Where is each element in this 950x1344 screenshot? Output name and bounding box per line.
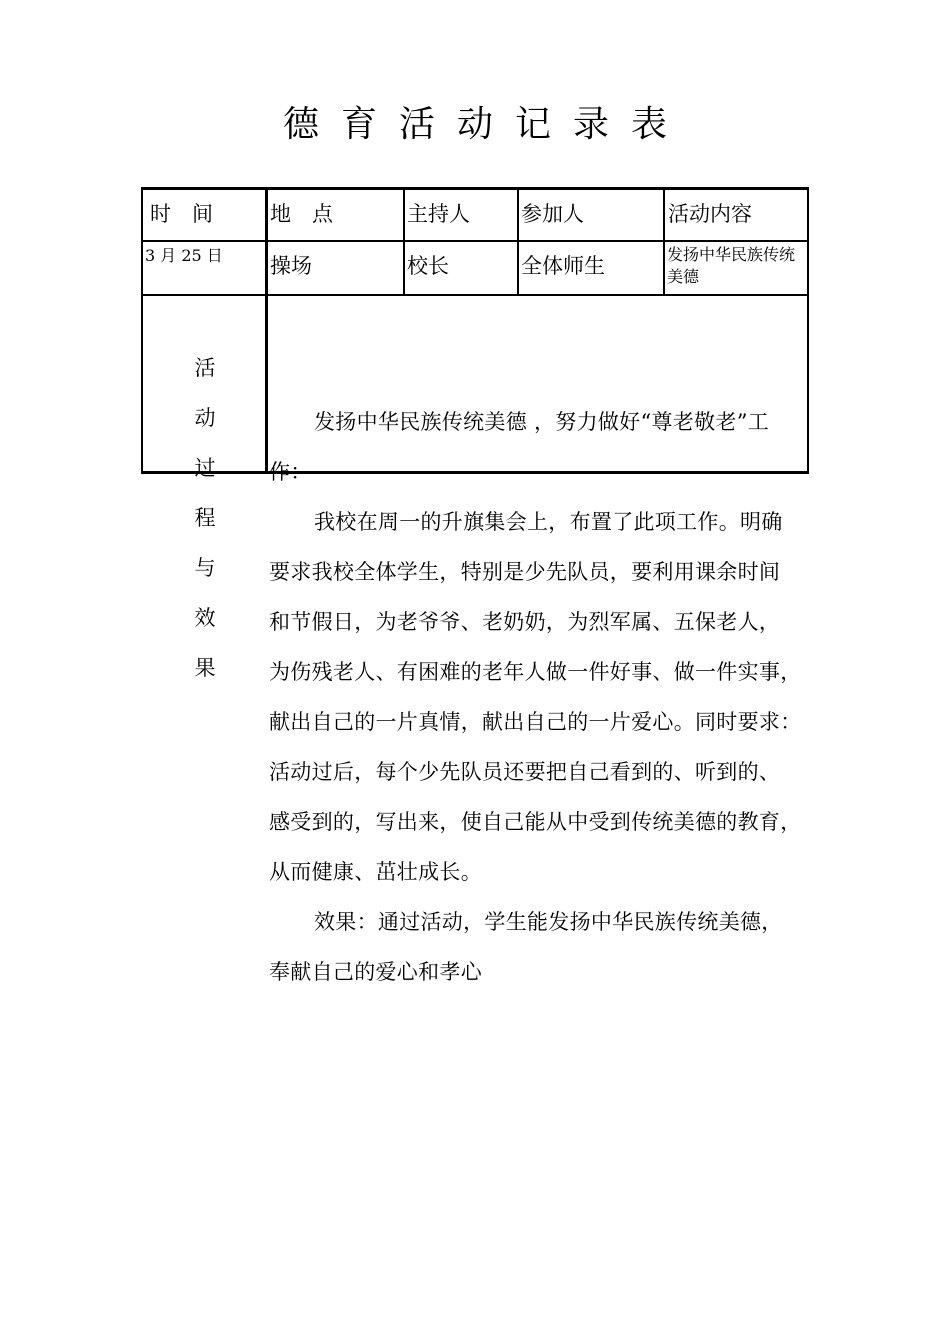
header-participants: 参加人: [521, 202, 584, 226]
header-place: 地 点: [270, 202, 333, 226]
paragraph-line: 奉献自己的爱心和孝心: [269, 960, 482, 984]
paragraph-line: 和节假日，为老爷爷、老奶奶，为烈军属、五保老人，: [269, 610, 781, 634]
header-content: 活动内容: [668, 202, 752, 226]
col-divider-2: [403, 187, 405, 295]
header-time: 时 间: [150, 202, 213, 226]
paragraph-line: 要求我校全体学生，特别是少先队员，要利用课余时间: [269, 560, 781, 584]
paragraph-line: 从而健康、茁壮成长。: [269, 860, 482, 884]
cell-host: 校长: [407, 254, 449, 278]
cell-place: 操场: [270, 254, 312, 278]
row-divider-1: [141, 240, 809, 242]
document-title: 德育活动记录表: [282, 104, 689, 145]
col-divider-3: [517, 187, 519, 295]
paragraph-line: 活动过后，每个少先队员还要把自己看到的、听到的、: [269, 760, 781, 784]
process-content: [269, 397, 829, 997]
cell-time: 3 月 25 日: [145, 246, 223, 265]
process-label: [185, 350, 225, 700]
paragraph-line: 为伤残老人、有困难的老年人做一件好事、做一件实事，: [269, 660, 802, 684]
header-host: 主持人: [407, 202, 470, 226]
cell-participants: 全体师生: [521, 254, 605, 278]
col-divider-1: [265, 187, 268, 474]
process-label-char: 程: [194, 506, 216, 530]
process-label-char: 效: [194, 606, 216, 630]
col-divider-4: [663, 187, 665, 295]
paragraph-line: 效果：通过活动，学生能发扬中华民族传统美德，: [314, 910, 783, 934]
paragraph-line: 感受到的，写出来，使自己能从中受到传统美德的教育，: [269, 810, 802, 834]
paragraph-line: 献出自己的一片真情，献出自己的一片爱心。同时要求：: [269, 710, 802, 734]
cell-content: 发扬中华民族传统美德: [667, 245, 796, 286]
process-label-char: 果: [194, 656, 216, 680]
row-divider-2: [141, 294, 809, 296]
process-label-char: 与: [194, 556, 216, 580]
paragraph-line: 作：: [269, 460, 312, 484]
process-label-char: 活: [194, 356, 216, 380]
process-label-char: 动: [194, 406, 216, 430]
process-label-char: 过: [194, 456, 216, 480]
table-frame-top: [141, 187, 809, 190]
paragraph-line: 发扬中华民族传统美德 ，努力做好“尊老敬老”工: [314, 410, 770, 434]
paragraph-line: 我校在周一的升旗集会上，布置了此项工作。明确: [314, 510, 783, 534]
